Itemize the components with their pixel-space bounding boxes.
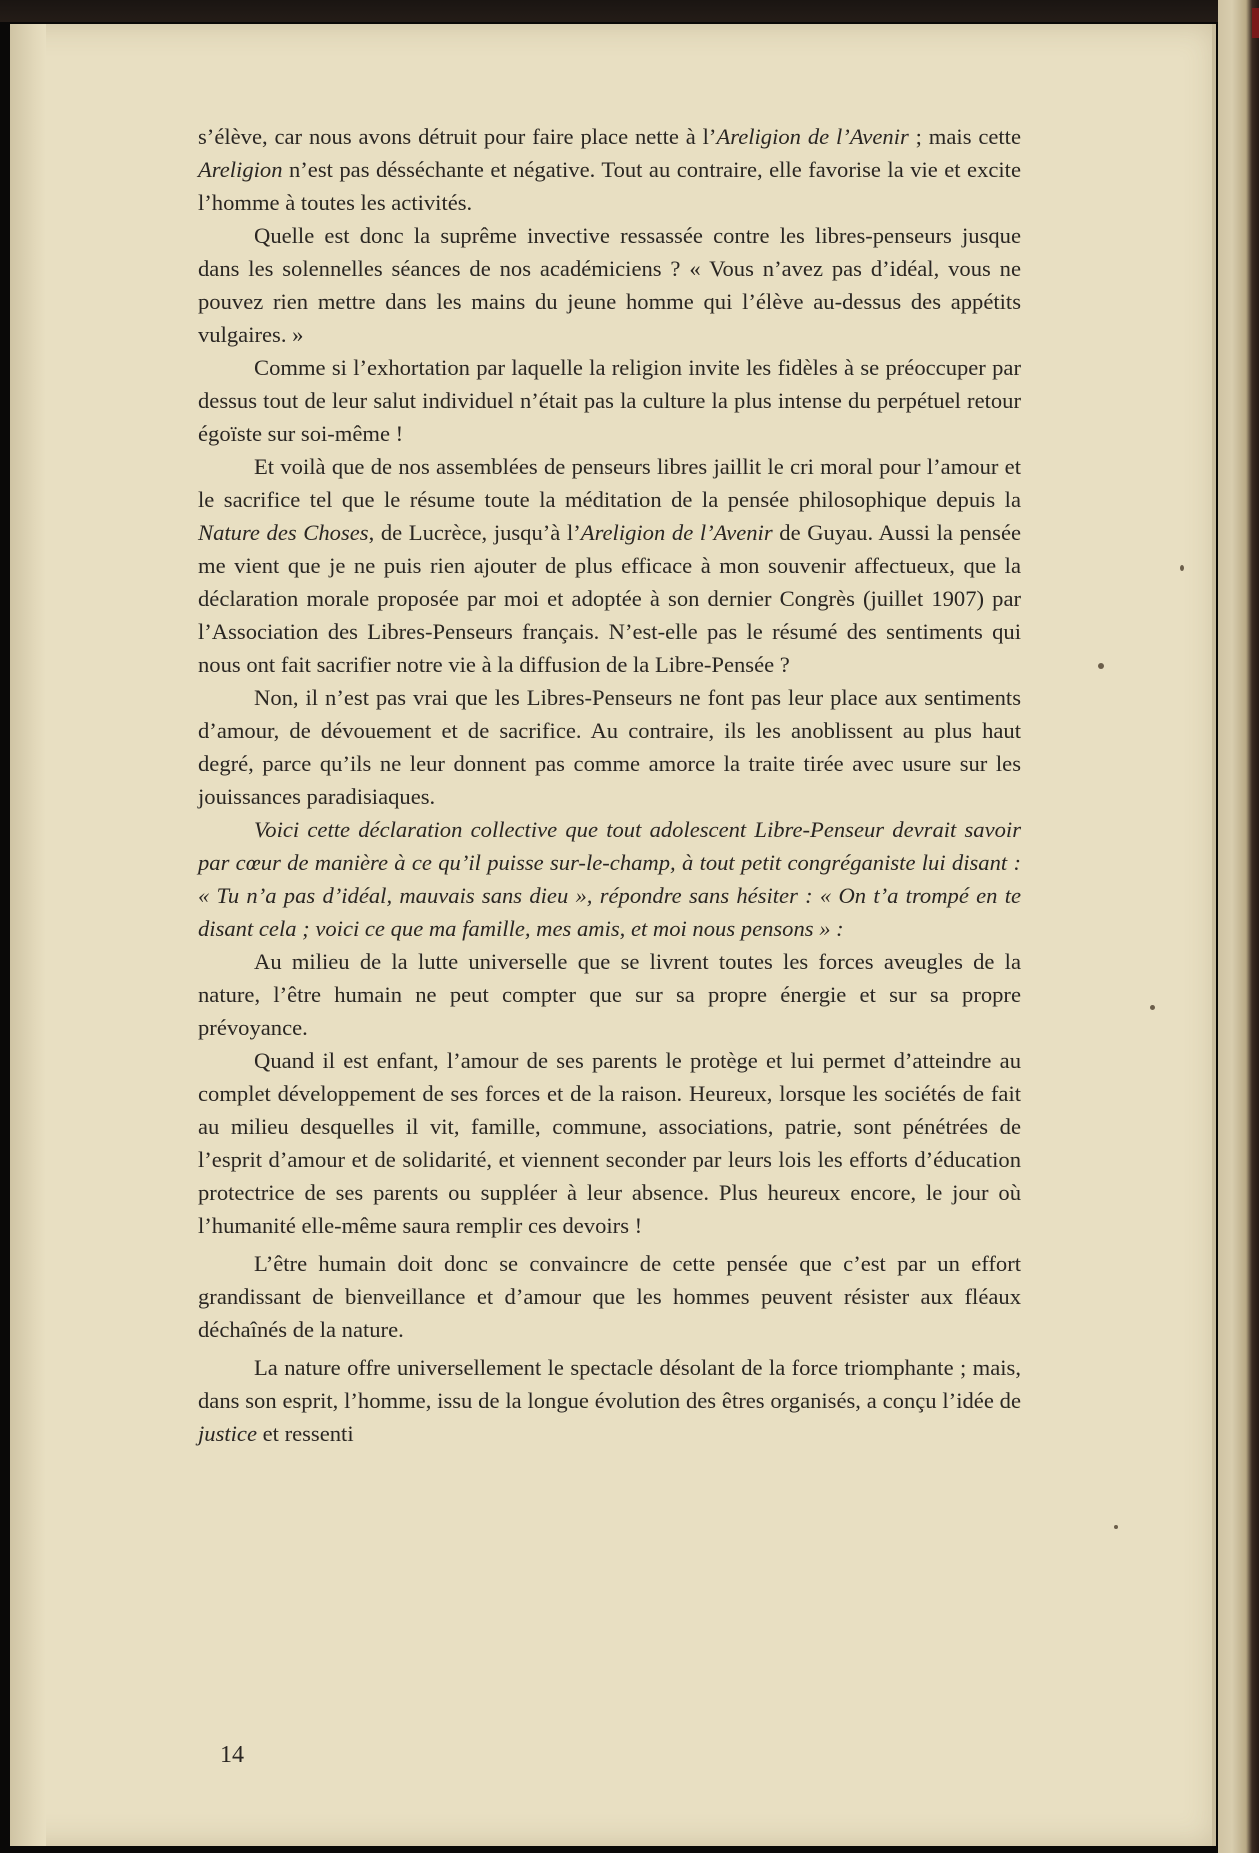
italic-text: Areligion de l’Avenir — [716, 124, 909, 149]
paragraph — [198, 945, 1021, 1044]
paragraph — [198, 813, 1021, 945]
scan-border-top — [0, 0, 1259, 22]
text-run: La nature offre universellement le spectacle désolant de la force triomphante ; mais, dans son esprit, l’homme, issu de la longue évolution des êtres organisés, a conçu l’idée de — [198, 1355, 1021, 1413]
text-run: et ressenti — [256, 1421, 354, 1446]
paragraph — [198, 120, 1021, 219]
italic-text: Areligion de l’Avenir — [580, 520, 773, 545]
text-run: Quelle est donc la suprême invective ressassée contre les libres-penseurs jusque dans les solennelles séances de nos académiciens ? « Vous n’avez pas d’idéal, vous ne pouvez rien mettre dans les mains du jeune homme qui l’élève au-dessus des appétits vulgaires. » — [198, 223, 1021, 347]
paragraph — [198, 681, 1021, 813]
page-number: 14 — [220, 1742, 244, 1768]
paragraph — [198, 1351, 1021, 1450]
text-run: , de Lucrèce, jusqu’à l’ — [368, 520, 581, 545]
italic-text: justice — [198, 1421, 257, 1446]
page-binding-shadow — [10, 24, 46, 1846]
text-run: Et voilà que de nos assemblées de penseurs libres jaillit le cri moral pour l’amour et le sacrifice tel que le résume toute la méditation de la pensée philosophique depuis la — [198, 454, 1021, 512]
italic-text: Areligion — [198, 157, 283, 182]
paper-speck — [1150, 1005, 1155, 1010]
adjacent-page-strip — [1218, 0, 1259, 1853]
text-run: L’être humain doit donc se convaincre de cette pensée que c’est par un effort grandissant de bienveillance et d’amour que les hommes peuvent résister aux fléaux déchaînés de la nature. — [198, 1251, 1021, 1342]
text-run: Au milieu de la lutte universelle que se livrent toutes les forces aveugles de la nature, l’être humain ne peut compter que sur sa propre énergie et sur sa propre prévoyance. — [198, 949, 1021, 1040]
text-run: n’est pas désséchante et négative. Tout au contraire, elle favorise la vie et excite l’homme à toutes les activités. — [198, 157, 1021, 215]
paragraph — [198, 1044, 1021, 1242]
text-run: Comme si l’exhortation par laquelle la religion invite les fidèles à se préoccuper par dessus tout de leur salut individuel n’était pas la culture la plus intense du perpétuel retour égoïste sur soi-même ! — [198, 355, 1021, 446]
text-run: ; mais cette — [908, 124, 1021, 149]
page-edge — [1212, 24, 1216, 1846]
italic-text: Voici cette déclaration collective que tout adolescent Libre-Penseur devrait savoir par cœur de manière à ce qu’il puisse sur-le-champ, à tout petit congréganiste lui disant : « Tu n’a pas d’idéal, mauvais sans dieu », répondre sans hésiter : « On t’a trompé en te disant cela ; voici ce que ma famille, mes amis, et moi nous pensons » : — [198, 817, 1021, 941]
text-run: s’élève, car nous avons détruit pour faire place nette à l’ — [198, 124, 717, 149]
paper-speck — [1180, 565, 1184, 571]
text-run: de Guyau. Aussi la pensée me vient que je ne puis rien ajouter de plus efficace à mon souvenir affectueux, que la déclaration morale proposée par moi et adoptée à son dernier Congrès (juillet 1907) par l’Association des Libres-Penseurs français. N’est-elle pas le résumé des sentiments qui nous ont fait sacrifier notre vie à la diffusion de la Libre-Pensée ? — [198, 520, 1021, 677]
bookmark-tab — [1252, 8, 1259, 38]
paragraph — [198, 1247, 1021, 1346]
italic-text: Nature des Choses — [198, 520, 369, 545]
paragraph — [198, 351, 1021, 450]
text-run: Non, il n’est pas vrai que les Libres-Penseurs ne font pas leur place aux sentiments d’amour, de dévouement et de sacrifice. Au contraire, ils les anoblissent au plus haut degré, parce qu’ils ne leur donnent pas comme amorce la traite tirée avec usure sur les jouissances paradisiaques. — [198, 685, 1021, 809]
paper-speck — [1098, 663, 1104, 669]
paragraph — [198, 219, 1021, 351]
body-text — [198, 120, 1021, 1450]
text-run: Quand il est enfant, l’amour de ses parents le protège et lui permet d’atteindre au complet développement de ses forces et de la raison. Heureux, lorsque les sociétés de fait au milieu desquelles il vit, famille, commune, associations, patrie, sont pénétrées de l’esprit d’amour et de solidarité, et viennent seconder par leurs lois les efforts d’éducation protectrice de ses parents ou suppléer à leur absence. Plus heureux encore, le jour où l’humanité elle-même saura remplir ces devoirs ! — [198, 1048, 1021, 1238]
paragraph — [198, 450, 1021, 681]
paper-speck — [1114, 1525, 1118, 1529]
